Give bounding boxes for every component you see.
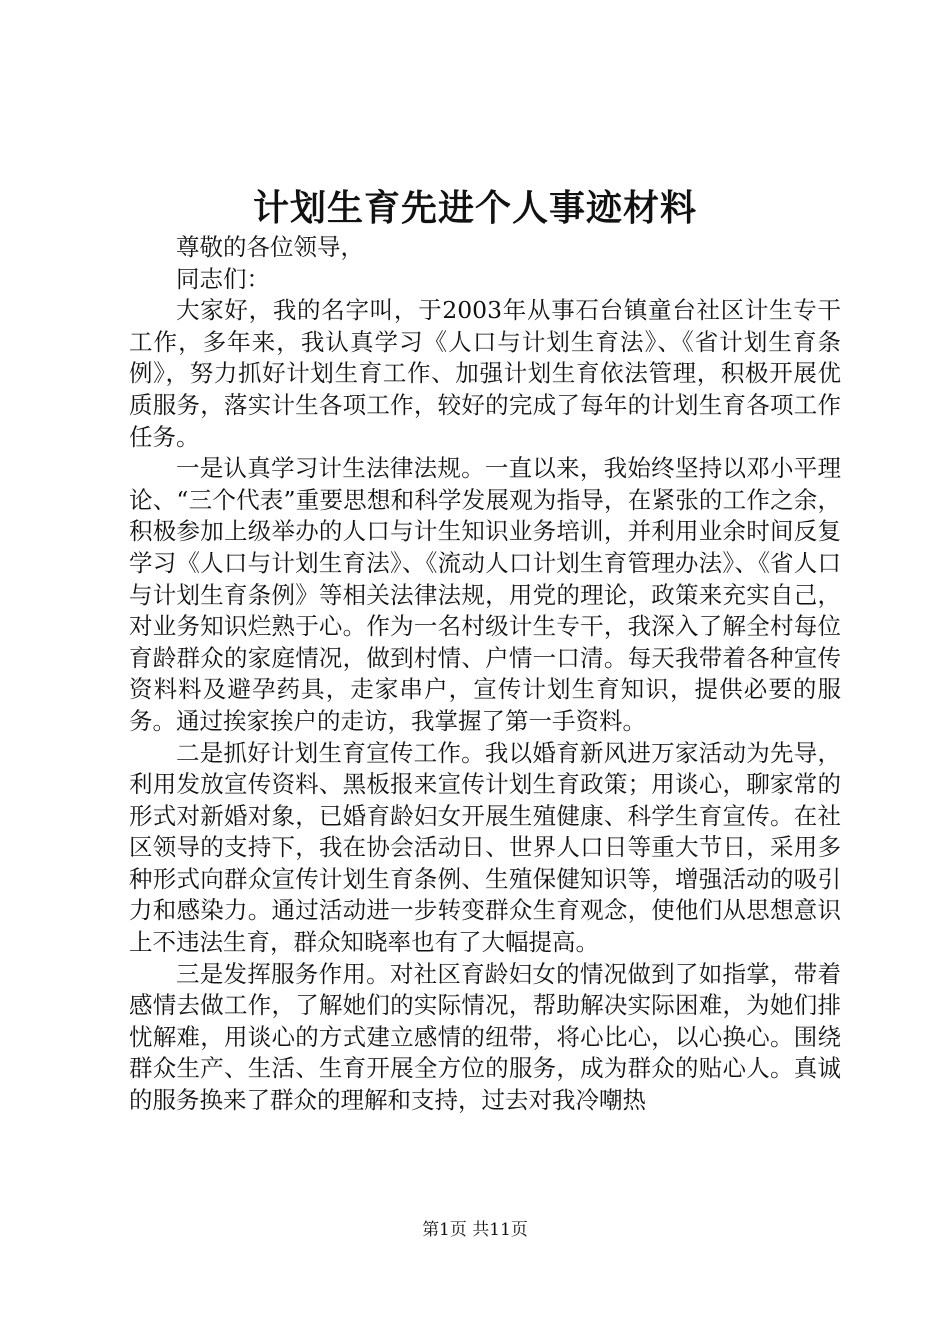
salutation-line: 尊敬的各位领导，: [176, 233, 364, 261]
body-paragraph: 一是认真学习计生法律法规。一直以来，我始终坚持以邓小平理论、“三个代表”重要思想和科学发展观为指导，在紧张的工作之余，积极参加上级举办的人口与计生知识业务培训，并利用业余时间反复学习《人口与计划生育法》、《流动人口计划生育管理办法》、《省人口与计划生育条例》等相关法律法规，用党的理论，政策来充实自己，对业务知识烂熟于心。作为一名村级计生专干，我深入了解全村每位育龄群众的家庭情况，做到村情、户情一口清。每天我带着各种宣传资料料及避孕药具，走家串户，宣传计划生育知识，提供必要的服务。通过挨家挨户的走访，我掌握了第一手资料。: [129, 454, 841, 735]
document-title: 计划生育先进个人事迹材料: [252, 187, 697, 229]
body-paragraph: 大家好，我的名字叫，于2003年从事石台镇童台社区计生专干工作，多年来，我认真学习《人口与计划生育法》、《省计划生育条例》，努力抓好计划生育工作、加强计划生育依法管理，积极开展优质服务，落实计生各项工作，较好的完成了每年的计划生育各项工作任务。: [129, 296, 841, 451]
body-paragraph: 三是发挥服务作用。对社区育龄妇女的情况做到了如指掌，带着感情去做工作，了解她们的实际情况，帮助解决实际困难，为她们排忧解难，用谈心的方式建立感情的纽带，将心比心，以心换心。围绕群众生产、生活、生育开展全方位的服务，成为群众的贴心人。真诚的服务换来了群众的理解和支持，过去对我冷嘲热: [129, 959, 841, 1115]
page-number-footer: 第1页 共11页: [422, 1220, 528, 1240]
salutation-line: 同志们：: [176, 264, 270, 293]
document-body: [129, 232, 841, 1117]
body-paragraph: 二是抓好计划生育宣传工作。我以婚育新风进万家活动为先导，利用发放宣传资料、黑板报来宣传计划生育政策；用谈心，聊家常的形式对新婚对象，已婚育龄妇女开展生殖健康、科学生育宣传。在社区领导的支持下，我在协会活动日、世界人口日等重大节日，采用多种形式向群众宣传计划生育条例、生殖保健知识等，增强活动的吸引力和感染力。通过活动进一步转变群众生育观念，使他们从思想意识上不违法生育，群众知晓率也有了大幅提高。: [129, 738, 841, 957]
